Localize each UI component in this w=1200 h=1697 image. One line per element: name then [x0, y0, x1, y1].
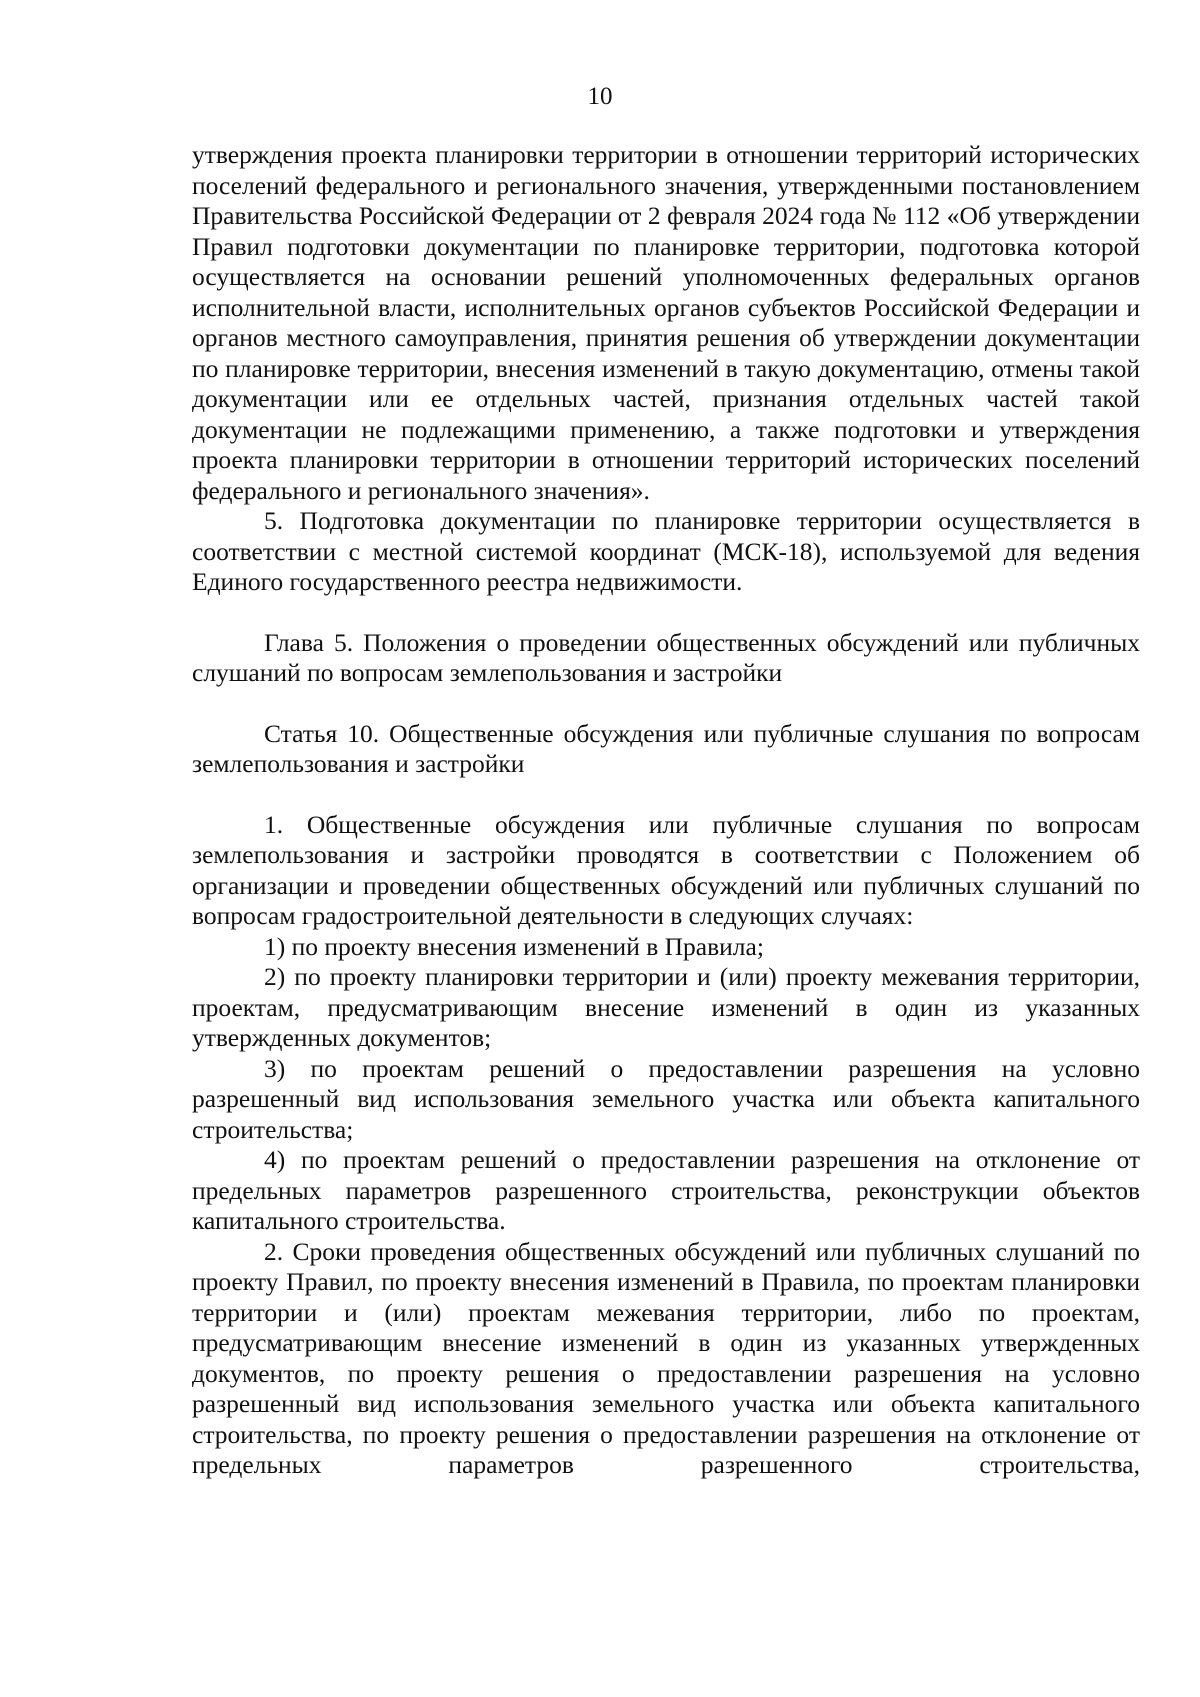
page-number: 10 [587, 83, 613, 110]
paragraph-item-2: 2. Сроки проведения общественных обсуждений или публичных слушаний по проекту Правил, по проекту внесения изменений в Правила, по проектам планировки территории и (или) проектам межевания территории, либо по проектам, предусматривающим внесение изменений в один из указанных утвержденных документов, по проекту решения о предоставлении разрешения на условно разрешенный вид использования земельного участка или объекта капитального строительства, по проекту решения о предоставлении разрешения на отклонение от предельных параметров разрешенного строительства, [192, 1236, 1140, 1479]
list-item-4: 4) по проектам решений о предоставлении разрешения на отклонение от предельных параметров разрешенного строительства, реконструкции объектов капитального строительства. [192, 1145, 1140, 1235]
document-body [192, 140, 1140, 1481]
article-heading: Статья 10. Общественные обсуждения или публичные слушания по вопросам землепользования и застройки [192, 718, 1140, 778]
list-item-3: 3) по проектам решений о предоставлении разрешения на условно разрешенный вид использования земельного участка или объекта капитального строительства; [192, 1053, 1140, 1144]
chapter-heading: Глава 5. Положения о проведении общественных обсуждений или публичных слушаний по вопросам землепользования и застройки [192, 627, 1140, 687]
paragraph-item-1: 1. Общественные обсуждения или публичные слушания по вопросам землепользования и застройки проводятся в соответствии с Положением об организации и проведении общественных обсуждений или публичных слушаний по вопросам градостроительной деятельности в следующих случаях: [192, 809, 1140, 930]
list-item-1: 1) по проекту внесения изменений в Правила; [264, 931, 764, 961]
list-item-2: 2) по проекту планировки территории и (или) проекту межевания территории, проектам, предусматривающим внесение изменений в один из указанных утвержденных документов; [192, 962, 1140, 1052]
paragraph-continuation: утверждения проекта планировки территории в отношении территорий исторических поселений федерального и регионального значения, утвержденными постановлением Правительства Российской Федерации от 2 февраля 2024 года № 112 «Об утверждении Правил подготовки документации по планировке территории, подготовка которой осуществляется на основании решений уполномоченных федеральных органов исполнительной власти, исполнительных органов субъектов Российской Федерации и органов местного самоуправления, принятия решения об утверждении документации по планировке территории, внесения изменений в такую документацию, отмены такой документации или ее отдельных частей, признания отдельных частей такой документации не подлежащими применению, а также подготовки и утверждения проекта планировки территории в отношении территорий исторических поселений федерального и регионального значения». [192, 140, 1140, 505]
paragraph-item-5: 5. Подготовка документации по планировке территории осуществляется в соответствии с местной системой координат (МСК-18), используемой для ведения Единого государственного реестра недвижимости. [192, 506, 1140, 596]
